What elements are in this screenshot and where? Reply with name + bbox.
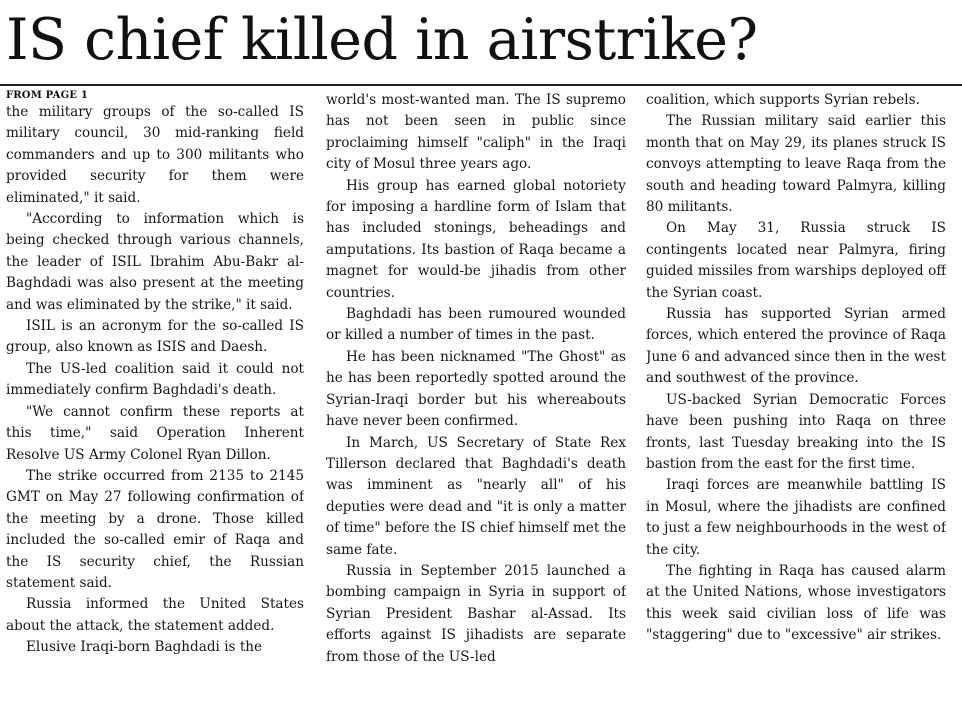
- article-paragraph: The strike occurred from 2135 to 2145 GMT on May 27 following confirmation of the meeting by a drone. Those killed included the so-called emir of Raqa and the IS security chief, the Russian statement said.: [6, 467, 304, 591]
- article-paragraph: The fighting in Raqa has caused alarm at the United Nations, whose investigators this week said civilian loss of life was "staggering" due to "excessive" air strikes.: [646, 562, 946, 644]
- article-paragraph: Russia in September 2015 launched a bombing campaign in Syria in support of Syrian President Bashar al-Assad. Its efforts against IS jihadists are separate from those of the US-led: [326, 562, 626, 665]
- article-paragraph: "We cannot confirm these reports at this time," said Operation Inherent Resolve US Army Colonel Ryan Dillon.: [6, 403, 304, 463]
- article-paragraph: US-backed Syrian Democratic Forces have been pushing into Raqa on three fronts, last Tuesday breaking into the IS bastion from the east for the first time.: [646, 391, 946, 472]
- article-paragraph: The US-led coalition said it could not immediately confirm Baghdadi's death.: [6, 360, 304, 399]
- article-paragraph: The Russian military said earlier this month that on May 29, its planes struck IS convoys attempting to leave Raqa from the south and heading toward Palmyra, killing 80 militants.: [646, 113, 946, 216]
- continuation-kicker: FROM PAGE 1: [6, 90, 89, 101]
- article-paragraph: Russia informed the United States about the attack, the statement added.: [6, 596, 304, 634]
- article-column-2: [326, 90, 626, 716]
- article-paragraph: world's most-wanted man. The IS supremo has not been seen in public since proclaiming himself "caliph" in the Iraqi city of Mosul three years ago.: [326, 92, 626, 173]
- article-paragraph: He has been nicknamed "The Ghost" as he has been reportedly spotted around the Syrian-Iraqi border but his whereabouts have never been confirmed.: [326, 348, 626, 430]
- headline: IS chief killed in airstrike?: [6, 7, 758, 73]
- headline-rule: [0, 84, 962, 86]
- article-paragraph: In March, US Secretary of State Rex Tillerson declared that Baghdadi's death was imminent as "nearly all" of his deputies were dead and "it is only a matter of time" before the IS chief himself met the same fate.: [326, 434, 626, 558]
- article-paragraph: ISIL is an acronym for the so-called IS group, also known as ISIS and Daesh.: [6, 318, 304, 356]
- article-paragraph: the military groups of the so-called IS military council, 30 mid-ranking field commanders and up to 300 militants who provided security for them were eliminated," it said.: [6, 104, 304, 206]
- article-paragraph: His group has earned global notoriety for imposing a hardline form of Islam that has included stonings, beheadings and amputations. Its bastion of Raqa became a magnet for would-be jihadis from other countries.: [326, 177, 626, 301]
- article-paragraph: Russia has supported Syrian armed forces, which entered the province of Raqa June 6 and advanced since then in the west and southwest of the province.: [646, 306, 946, 387]
- article-column-3: [646, 90, 946, 716]
- article-paragraph: Baghdadi has been rumoured wounded or killed a number of times in the past.: [326, 306, 626, 344]
- article-paragraph: Iraqi forces are meanwhile battling IS in Mosul, where the jihadists are confined to just a few neighbourhoods in the west of the city.: [646, 477, 946, 558]
- article-paragraph: Elusive Iraqi-born Baghdadi is the: [26, 639, 263, 656]
- article-paragraph: On May 31, Russia struck IS contingents located near Palmyra, firing guided missiles from warships deployed off the Syrian coast.: [646, 220, 946, 301]
- article-paragraph: "According to information which is being checked through various channels, the leader of ISIL Ibrahim Abu-Bakr al-Baghdadi was also present at the meeting and was eliminated by the strike," it said.: [6, 211, 304, 313]
- article-column-1: [6, 90, 304, 716]
- article-paragraph: coalition, which supports Syrian rebels.: [646, 92, 920, 108]
